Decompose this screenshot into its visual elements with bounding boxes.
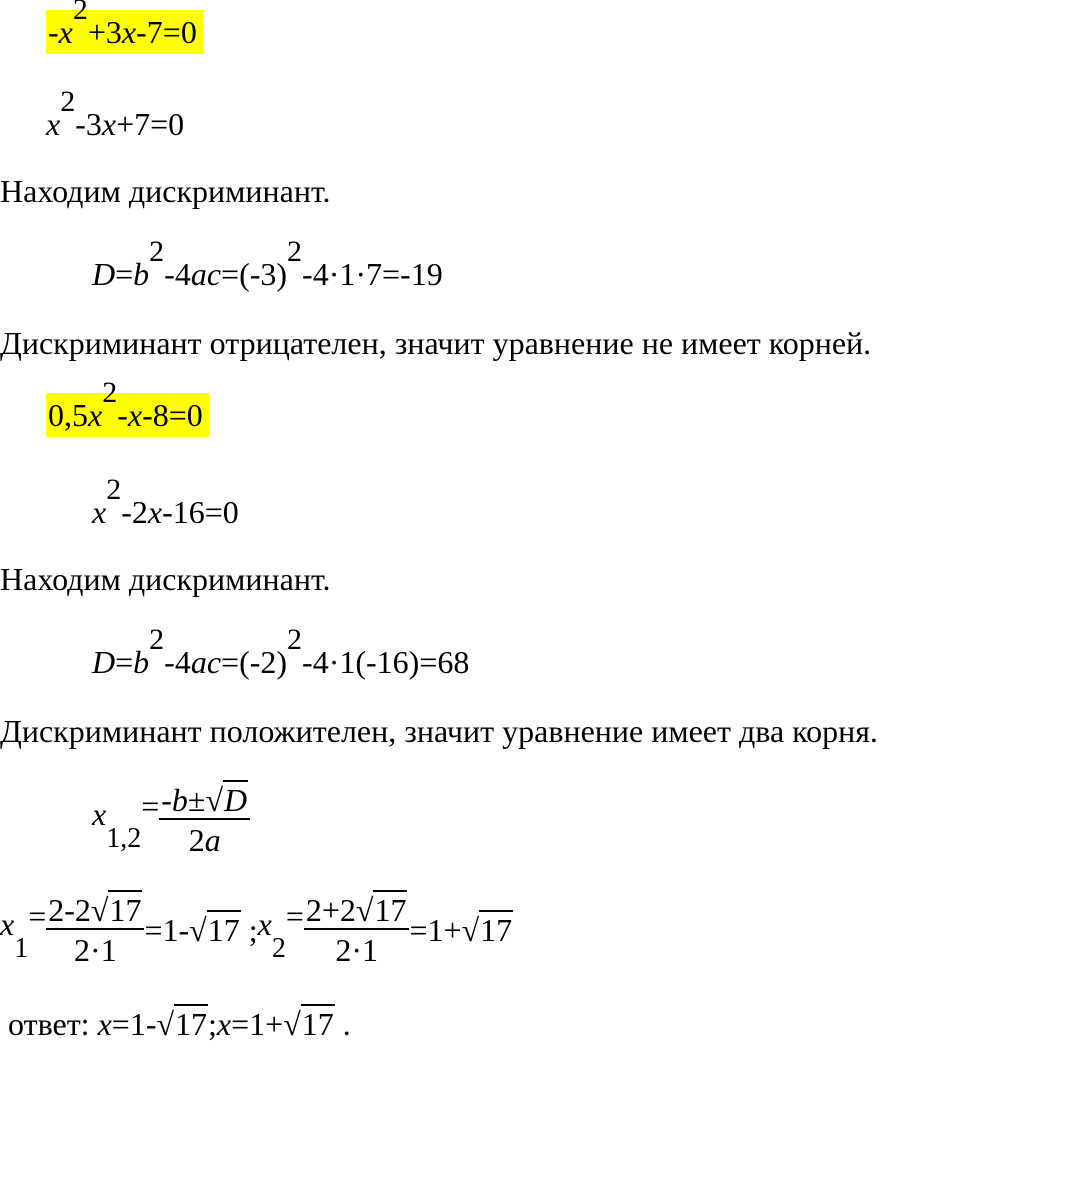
text-discriminant-positive: Дискриминант положителен, значит уравнение имеет два корня. xyxy=(0,713,878,749)
eq1-var2: x xyxy=(121,14,137,50)
disc1-pow2: 2 xyxy=(287,235,303,268)
root2-num-sqrt xyxy=(356,894,408,926)
root2-res-rad: 17 xyxy=(480,912,513,948)
eq1-var: x xyxy=(58,14,73,50)
equation-2-highlight xyxy=(46,376,209,437)
equation-2 xyxy=(46,376,209,437)
answer-x2: x xyxy=(216,1006,232,1042)
root2-numerator xyxy=(304,894,410,930)
root1-num-pre: 2-2 xyxy=(48,892,91,928)
disc2-b: b xyxy=(133,644,150,680)
formula-numerator xyxy=(159,784,250,820)
disc1-tail: -4·1·7=-19 xyxy=(302,256,443,292)
eq2-var2: x xyxy=(127,397,143,433)
disc2-pow: 2 xyxy=(149,623,165,656)
eq2-tail: -8=0 xyxy=(142,397,203,433)
formula-x: x xyxy=(92,796,107,832)
text-find-discriminant-2: Находим дискриминант. xyxy=(0,561,331,597)
formula-num-pre: - xyxy=(161,782,172,818)
formula-den-2: 2 xyxy=(188,822,205,858)
disc2-d: D xyxy=(92,644,116,680)
disc2-m4: -4 xyxy=(164,644,191,680)
eq1b-mid: -3 xyxy=(75,106,102,142)
discriminant-2 xyxy=(92,623,470,680)
answer-v1-pre: =1- xyxy=(111,1006,157,1042)
sqrt-icon: √ xyxy=(189,912,207,948)
disc2-pow2: 2 xyxy=(287,623,303,656)
root1-eq: = xyxy=(28,898,47,934)
eq2-pow: 2 xyxy=(102,376,118,409)
answer-separator: ; xyxy=(208,1006,217,1042)
root2-fraction xyxy=(304,894,410,966)
eq1b-tail: +7=0 xyxy=(116,106,185,142)
eq1-coef: - xyxy=(48,14,59,50)
text-find-discriminant-1: Находим дискриминант. xyxy=(0,173,331,209)
equation-1-normalized xyxy=(46,85,185,142)
root1-x: x xyxy=(0,906,15,942)
sqrt-icon: √ xyxy=(90,892,109,928)
answer-v2-pre: =1+ xyxy=(231,1006,284,1042)
sqrt-icon: √ xyxy=(205,782,224,818)
equation-1 xyxy=(46,0,203,54)
answer-v2-rad: 17 xyxy=(301,1006,334,1042)
disc1-pow: 2 xyxy=(149,235,165,268)
root2-res-pre: =1+ xyxy=(409,912,462,948)
eq2b-var2: x xyxy=(147,494,163,530)
equation-1-highlight xyxy=(46,0,203,54)
disc2-eq: = xyxy=(115,644,134,680)
eq2b-tail: -16=0 xyxy=(162,494,239,530)
eq1b-var: x xyxy=(46,106,61,142)
root2-eq: = xyxy=(285,898,304,934)
root1-num-rad: 17 xyxy=(109,892,142,928)
eq2b-pow: 2 xyxy=(106,473,122,506)
formula-num-b: b xyxy=(171,782,188,818)
answer xyxy=(8,1008,351,1040)
root2-num-pre: 2+2 xyxy=(305,892,356,928)
disc1-d: D xyxy=(92,256,116,292)
quadratic-formula xyxy=(92,784,250,856)
root1-num-sqrt xyxy=(91,894,143,926)
formula-num-rad: D xyxy=(224,782,248,818)
answer-end: . xyxy=(334,1006,351,1042)
root1-res-pre: =1- xyxy=(144,912,190,948)
sqrt-icon: √ xyxy=(283,1006,301,1042)
disc2-rest: =(-2) xyxy=(221,644,288,680)
discriminant-1 xyxy=(92,235,443,292)
eq2-var: x xyxy=(88,397,103,433)
disc1-rest: =(-3) xyxy=(221,256,288,292)
eq2b-var: x xyxy=(92,494,107,530)
formula-eq: = xyxy=(141,788,160,824)
sqrt-icon: √ xyxy=(156,1006,175,1042)
formula-sqrt xyxy=(205,784,248,816)
root2-res-sqrt xyxy=(462,914,514,946)
answer-v1-sqrt xyxy=(156,1008,208,1040)
root1-fraction xyxy=(46,894,144,966)
eq2b-mid: -2 xyxy=(121,494,148,530)
root1-numerator xyxy=(46,894,144,930)
root1-denominator: 2·1 xyxy=(74,932,117,968)
eq1-pow: 2 xyxy=(72,0,88,26)
disc1-b: b xyxy=(133,256,150,292)
eq2-coef: 0,5 xyxy=(48,397,88,433)
disc1-ac: ac xyxy=(190,256,222,292)
disc2-ac: ac xyxy=(190,644,222,680)
answer-v1-rad: 17 xyxy=(175,1006,208,1042)
root1-res-sqrt xyxy=(189,914,241,946)
formula-fraction xyxy=(159,784,250,856)
equation-2-normalized xyxy=(92,473,239,530)
sqrt-icon: √ xyxy=(461,912,480,948)
answer-label: ответ: xyxy=(8,1006,98,1042)
answer-v2-sqrt xyxy=(283,1008,335,1040)
eq1-rest: +3 xyxy=(87,14,122,50)
root2-x: x xyxy=(257,906,272,942)
eq1b-var2: x xyxy=(101,106,117,142)
sqrt-icon: √ xyxy=(355,892,374,928)
disc1-m4: -4 xyxy=(164,256,191,292)
answer-x1: x xyxy=(97,1006,112,1042)
root2-denominator: 2·1 xyxy=(335,932,378,968)
eq1-tail: -7=0 xyxy=(136,14,197,50)
eq2-mid: - xyxy=(117,397,128,433)
formula-den-a: a xyxy=(204,822,221,858)
root1-sub: 1 xyxy=(14,933,29,964)
root1-res-rad: 17 xyxy=(207,912,240,948)
formula-sub: 1,2 xyxy=(106,823,142,854)
disc1-eq: = xyxy=(115,256,134,292)
roots-separator: ; xyxy=(248,912,258,948)
formula-num-pm: ± xyxy=(187,782,206,818)
formula-denominator xyxy=(159,820,250,856)
root2-num-rad: 17 xyxy=(374,892,407,928)
roots xyxy=(0,894,513,966)
eq1b-pow: 2 xyxy=(60,85,76,118)
root2-sub: 2 xyxy=(271,933,286,964)
disc2-tail: -4·1(-16)=68 xyxy=(302,644,470,680)
text-discriminant-negative: Дискриминант отрицателен, значит уравнение не имеет корней. xyxy=(0,325,872,361)
